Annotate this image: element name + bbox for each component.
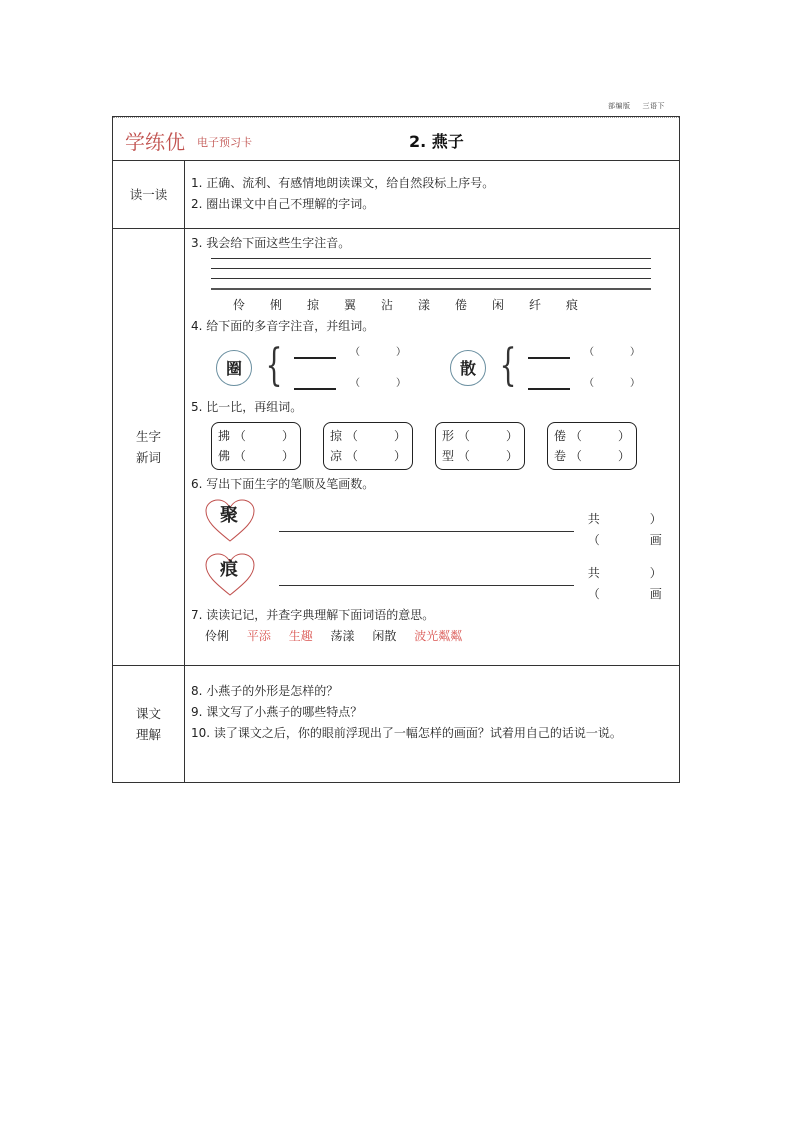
brace-icon: { (499, 339, 517, 391)
preview-card (112, 116, 680, 783)
question-3: 3. 我会给下面这些生字注音。 (191, 236, 351, 250)
word-blank[interactable]: 佛 （ ） (218, 449, 294, 463)
polyphone-char: 散 (450, 350, 486, 386)
stroke-order-blank[interactable] (279, 585, 573, 586)
char: 痕 (566, 298, 579, 312)
section-label: 读一读 (113, 161, 185, 228)
pinyin-blank[interactable] (294, 378, 336, 390)
vocab-word-highlight: 平添 (246, 629, 271, 643)
char: 俐 (270, 298, 283, 312)
pinyin-blank[interactable] (294, 347, 336, 359)
question-1: 1. 正确、流利、有感情地朗读课文，给自然段标上序号。 (191, 176, 495, 190)
section-read (113, 161, 679, 229)
section-label (113, 666, 185, 782)
pinyin-blank[interactable] (528, 378, 570, 390)
question-4: 4. 给下面的多音字注音，并组词。 (191, 319, 375, 333)
word-blank[interactable]: 型 （ ） (442, 449, 518, 463)
question-8: 8. 小燕子的外形是怎样的？ (191, 684, 339, 698)
pinyin-chars (233, 295, 673, 316)
stroke-char: 痕 (220, 559, 238, 580)
compare-box (323, 422, 413, 470)
brace-icon: { (265, 339, 283, 391)
stroke-row (205, 497, 673, 545)
word-blank[interactable]: 形 （ ） (442, 429, 518, 443)
question-6: 6. 写出下面生字的笔顺及笔画数。 (191, 477, 375, 491)
word-blank[interactable]: 掠 （ ） (330, 429, 406, 443)
vocab-list (205, 626, 673, 647)
char: 掠 (307, 298, 320, 312)
pinyin-lines[interactable] (211, 258, 651, 290)
brand-subtitle: 电子预习卡 (197, 136, 252, 149)
label-line: 课文 (135, 706, 161, 721)
char: 闲 (492, 298, 505, 312)
char: 翼 (344, 298, 357, 312)
vocab-word: 荡漾 (330, 629, 355, 643)
word-blank[interactable]: 卷 （ ） (554, 449, 630, 463)
lesson-title: 2. 燕子 (409, 132, 464, 151)
question-5: 5. 比一比，再组词。 (191, 400, 303, 414)
compare-boxes (211, 422, 673, 470)
compare-box (211, 422, 301, 470)
vocab-word: 伶俐 (205, 629, 230, 643)
stroke-char: 聚 (220, 505, 238, 526)
char: 纤 (529, 298, 542, 312)
question-9: 9. 课文写了小燕子的哪些特点？ (191, 705, 363, 719)
pinyin-blank[interactable] (528, 347, 570, 359)
word-blank[interactable]: （ ） (350, 378, 406, 389)
word-blank[interactable]: （ ） (350, 347, 406, 358)
vocab-word: 闲散 (372, 629, 397, 643)
stroke-count-blank[interactable]: 共（ ）画 (587, 566, 662, 601)
grade: 三语下 (642, 102, 665, 110)
label-line: 生字 (135, 429, 161, 444)
compare-box (435, 422, 525, 470)
word-blank[interactable]: 凉 （ ） (330, 449, 406, 463)
section-new-words (113, 229, 679, 666)
heart-icon (205, 499, 253, 543)
polyphone-row (216, 339, 673, 393)
label-line: 新词 (135, 450, 161, 465)
word-blank[interactable]: （ ） (584, 347, 640, 358)
section-label (113, 229, 185, 665)
char: 伶 (233, 298, 246, 312)
question-2: 2. 圈出课文中自己不理解的字词。 (191, 197, 375, 211)
stroke-count-blank[interactable]: 共（ ）画 (587, 512, 662, 547)
brand-logo: 学练优 (125, 130, 185, 154)
vocab-word-highlight: 生趣 (288, 629, 313, 643)
question-10: 10. 读了课文之后，你的眼前浮现出了一幅怎样的画面？试着用自己的话说一说。 (191, 726, 622, 740)
publisher: 部编版 (608, 102, 631, 110)
polyphone-char: 圈 (216, 350, 252, 386)
word-blank[interactable]: 拂 （ ） (218, 429, 294, 443)
edition-label (608, 101, 677, 111)
compare-box (547, 422, 637, 470)
card-header (113, 117, 679, 161)
heart-icon (205, 553, 253, 597)
stroke-order-blank[interactable] (279, 531, 573, 532)
char: 漾 (418, 298, 431, 312)
label-line: 理解 (135, 727, 161, 742)
stroke-row (205, 551, 673, 599)
char: 倦 (455, 298, 468, 312)
word-blank[interactable]: 倦 （ ） (554, 429, 630, 443)
word-blank[interactable]: （ ） (584, 378, 640, 389)
section-comprehension (113, 666, 679, 782)
question-7: 7. 读读记记，并查字典理解下面词语的意思。 (191, 608, 435, 622)
vocab-word-highlight: 波光粼粼 (414, 629, 463, 643)
char: 沾 (381, 298, 394, 312)
